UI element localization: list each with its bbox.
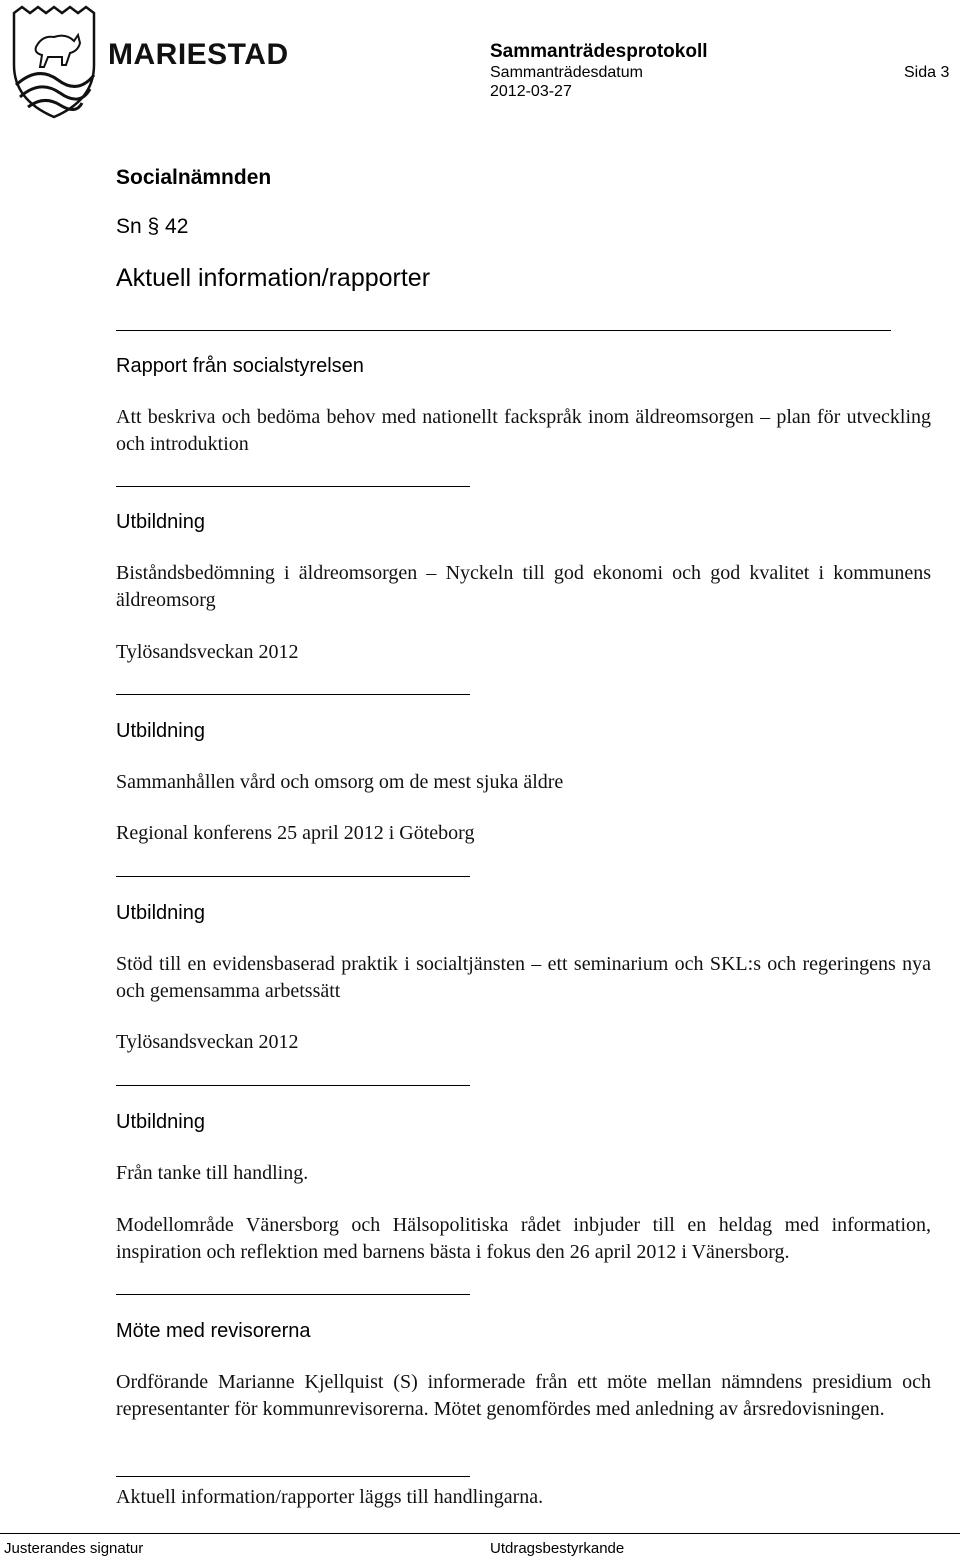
meeting-date-label: Sammanträdesdatum [490, 64, 643, 81]
section-heading: Utbildning [116, 511, 205, 533]
paragraph-number: Sn § 42 [116, 215, 189, 238]
footer-divider [0, 1533, 960, 1534]
section-divider [116, 1476, 470, 1477]
document-type-title: Sammanträdesprotokoll [490, 41, 708, 62]
section-divider [116, 486, 470, 487]
footer-signature-label: Justerandes signatur [4, 1540, 144, 1557]
section-text: Regional konferens 25 april 2012 i Göteborg [116, 822, 475, 844]
section-heading: Utbildning [116, 1111, 205, 1133]
section-divider [116, 1294, 470, 1295]
section-text: Att beskriva och bedöma behov med nationellt fackspråk inom äldreomsorgen – plan för utveckling och introduktion [116, 406, 931, 455]
section-text: Biståndsbedömning i äldreomsorgen – Nyckeln till god ekonomi och god kvalitet i kommunens äldreomsorg [116, 562, 931, 611]
section-text: Modellområde Vänersborg och Hälsopolitiska rådet inbjuder till en heldag med information, inspiration och reflektion med barnens bästa i fokus den 26 april 2012 i Vänersborg. [116, 1214, 931, 1263]
page-number: Sida 3 [904, 64, 950, 81]
organization-heading: Socialnämnden [116, 166, 272, 189]
page-title: Aktuell information/rapporter [116, 264, 431, 292]
section-text: Tylösandsveckan 2012 [116, 1031, 299, 1053]
title-divider [116, 330, 891, 331]
section-divider [116, 876, 470, 877]
mariestad-coat-of-arms-logo [8, 5, 100, 120]
section-heading: Möte med revisorerna [116, 1320, 311, 1342]
section-divider [116, 694, 470, 695]
decision-text: Aktuell information/rapporter läggs till handlingarna. [116, 1486, 544, 1508]
section-heading: Rapport från socialstyrelsen [116, 355, 364, 377]
section-divider [116, 1085, 470, 1086]
section-text: Stöd till en evidensbaserad praktik i socialtjänsten – ett seminarium och SKL:s och regeringens nya och gemensamma arbetssätt [116, 953, 931, 1002]
section-heading: Utbildning [116, 902, 205, 924]
section-heading: Utbildning [116, 720, 205, 742]
meeting-date: 2012-03-27 [490, 83, 572, 100]
section-text: Tylösandsveckan 2012 [116, 641, 299, 663]
section-text: Från tanke till handling. [116, 1162, 309, 1184]
section-text: Sammanhållen vård och omsorg om de mest sjuka äldre [116, 771, 564, 793]
logo-wordmark: MARIESTAD [108, 38, 289, 71]
section-text: Ordförande Marianne Kjellquist (S) informerade från ett möte mellan nämndens presidium och representanter för kommunrevisorerna. Mötet genomfördes med anledning av årsredovisningen. [116, 1371, 931, 1420]
footer-certification-label: Utdragsbestyrkande [490, 1540, 625, 1557]
